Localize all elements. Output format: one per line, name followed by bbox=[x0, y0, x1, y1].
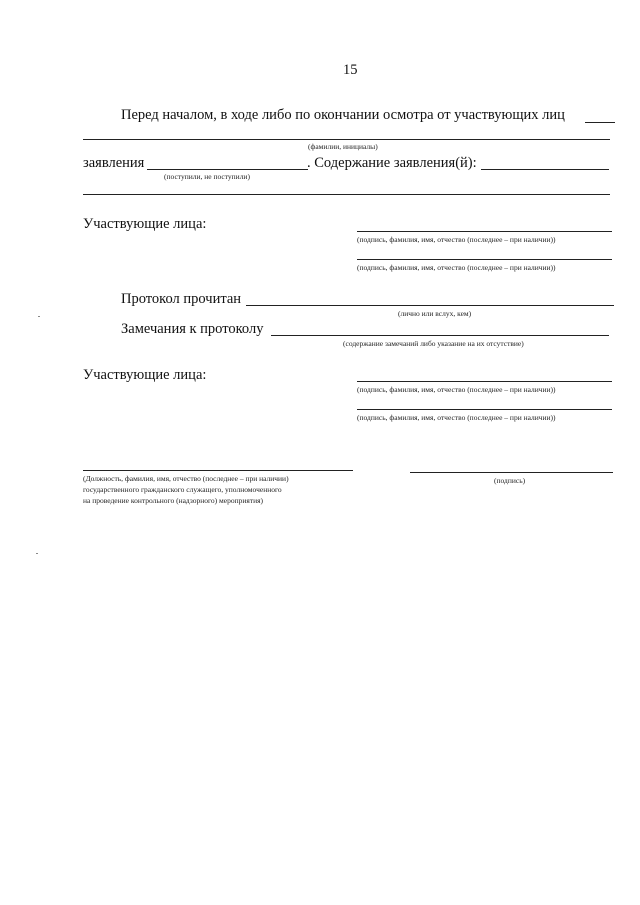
participant-2b-hint: (подпись, фамилия, имя, отчество (последнее – при наличии)) bbox=[357, 413, 556, 422]
protocol-read-hint: (лично или вслух, кем) bbox=[398, 309, 472, 318]
participants-1-label: Участвующие лица: bbox=[83, 216, 207, 232]
participants-2-label: Участвующие лица: bbox=[83, 367, 207, 383]
scan-speck bbox=[36, 553, 38, 554]
statements-content-line[interactable] bbox=[481, 169, 609, 170]
statements-content-label: . Содержание заявления(й): bbox=[307, 155, 477, 171]
page-number: 15 bbox=[343, 62, 358, 78]
participant-1b-hint: (подпись, фамилия, имя, отчество (последнее – при наличии)) bbox=[357, 263, 556, 272]
intro-fill-line[interactable] bbox=[585, 122, 615, 123]
statements-received-line[interactable] bbox=[147, 169, 308, 170]
participant-2b-signature-line[interactable] bbox=[357, 409, 612, 410]
official-name-line[interactable] bbox=[83, 470, 353, 471]
official-signature-line[interactable] bbox=[410, 472, 613, 473]
scan-speck bbox=[38, 316, 40, 317]
official-hint-line-1: (Должность, фамилия, имя, отчество (последнее – при наличии) bbox=[83, 474, 289, 483]
intro-text: Перед началом, в ходе либо по окончании осмотра от участвующих лиц bbox=[121, 107, 565, 123]
names-hint: (фамилии, инициалы) bbox=[308, 142, 378, 151]
remarks-label: Замечания к протоколу bbox=[121, 321, 264, 337]
official-hint-line-2: государственного гражданского служащего, уполномоченного bbox=[83, 485, 282, 494]
names-fill-line[interactable] bbox=[83, 139, 610, 140]
official-hint-line-3: на проведение контрольного (надзорного) мероприятия) bbox=[83, 496, 264, 505]
participant-2a-hint: (подпись, фамилия, имя, отчество (последнее – при наличии)) bbox=[357, 385, 556, 394]
protocol-read-label: Протокол прочитан bbox=[121, 291, 242, 307]
participant-1a-signature-line[interactable] bbox=[357, 231, 612, 232]
participant-2a-signature-line[interactable] bbox=[357, 381, 612, 382]
statements-label: заявления bbox=[83, 155, 145, 171]
participant-1b-signature-line[interactable] bbox=[357, 259, 612, 260]
official-signature-hint: (подпись) bbox=[494, 476, 526, 485]
remarks-line[interactable] bbox=[271, 335, 609, 336]
statements-received-hint: (поступили, не поступили) bbox=[164, 172, 250, 181]
statements-continuation-line[interactable] bbox=[83, 194, 610, 195]
remarks-hint: (содержание замечаний либо указание на их отсутствие) bbox=[343, 339, 524, 348]
protocol-read-line[interactable] bbox=[246, 305, 614, 306]
participant-1a-hint: (подпись, фамилия, имя, отчество (последнее – при наличии)) bbox=[357, 235, 556, 244]
